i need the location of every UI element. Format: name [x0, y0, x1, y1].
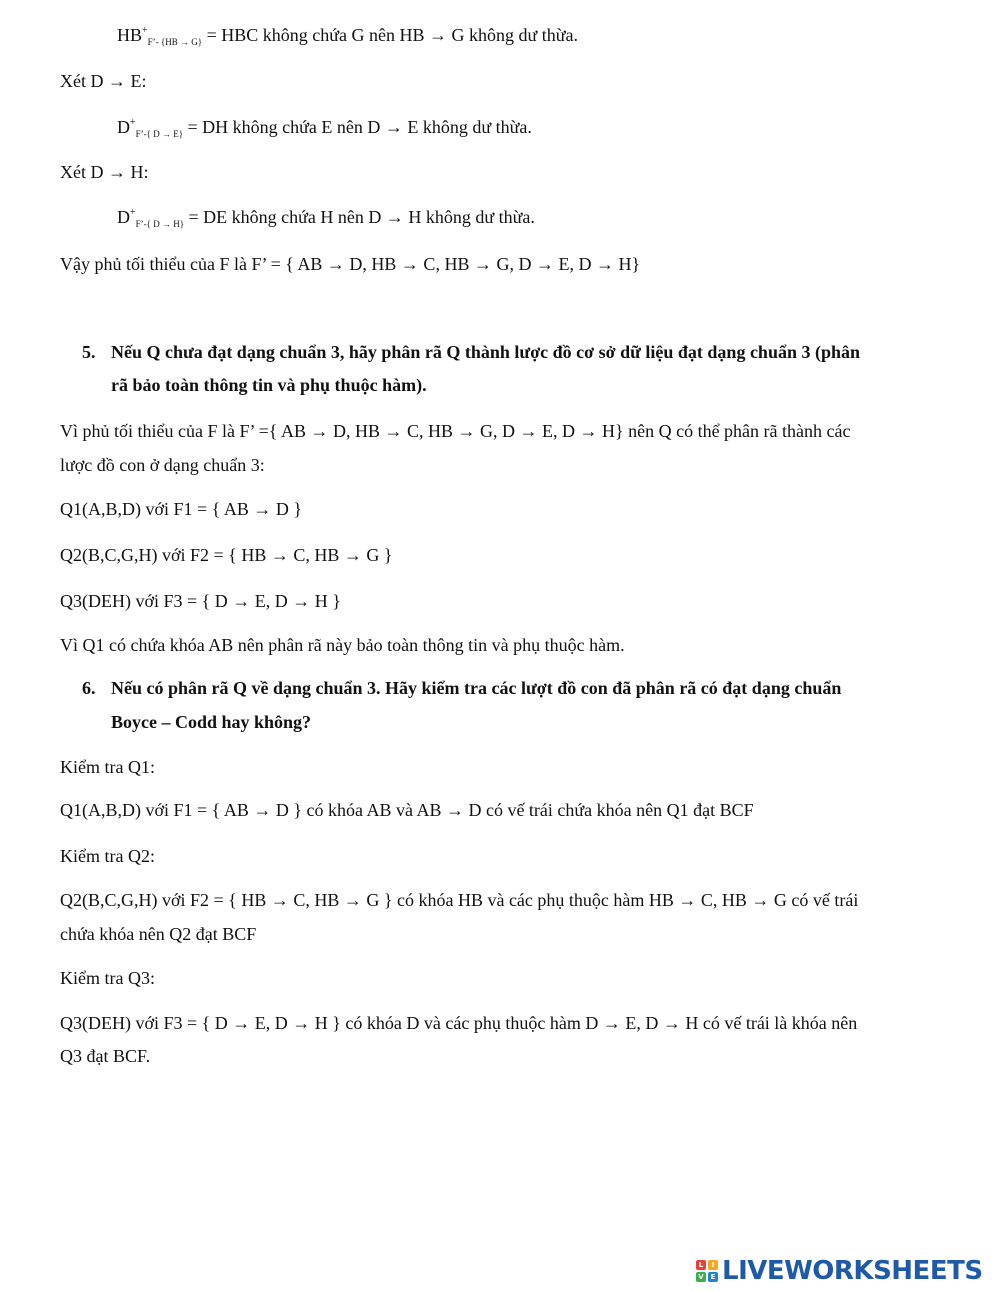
logo-icon-cell-i: I: [708, 1260, 718, 1270]
liveworksheets-logo: [696, 1254, 983, 1288]
question-5-number: 5.: [82, 342, 96, 362]
closure-d-h-attr: D: [117, 207, 130, 227]
closure-d-h-line: [117, 206, 535, 232]
check-q3-heading: Kiểm tra Q3:: [60, 968, 155, 988]
closure-d-e-line: [117, 116, 532, 142]
closure-d-e-result: = DH không chứa E nên D → E không dư thừa.: [183, 117, 532, 137]
schema-q3: Q3(DEH) với F3 = { D → E, D → H }: [60, 591, 341, 611]
check-q1-text: Q1(A,B,D) với F1 = { AB → D } có khóa AB và AB → D có vế trái chứa khóa nên Q1 đạt BCF: [60, 800, 754, 820]
closure-hb-sub: F’- {HB → G}: [147, 37, 203, 47]
closure-d-e-sub: F’-{ D → E}: [135, 129, 184, 139]
minimal-cover-conclusion: Vậy phủ tối thiểu của F là F’ = { AB → D, HB → C, HB → G, D → E, D → H}: [60, 254, 641, 274]
question-5-line1: Nếu Q chưa đạt dạng chuẩn 3, hãy phân rã Q thành lược đồ cơ sở dữ liệu đạt dạng chuẩn 3 (phân: [111, 342, 860, 362]
closure-hb-line: [117, 24, 578, 50]
closure-d-e-attr: D: [117, 117, 130, 137]
logo-icon-cell-e: E: [708, 1272, 718, 1282]
schema-q2: Q2(B,C,G,H) với F2 = { HB → C, HB → G }: [60, 545, 393, 565]
question-6-line1: Nếu có phân rã Q về dạng chuẩn 3. Hãy kiểm tra các lượt đồ con đã phân rã có đạt dạng chuẩn: [111, 678, 842, 698]
answer-5-conclusion: Vì Q1 có chứa khóa AB nên phân rã này bảo toàn thông tin và phụ thuộc hàm.: [60, 635, 625, 655]
answer-5-line2: lược đồ con ở dạng chuẩn 3:: [60, 455, 265, 475]
closure-hb-sup: +: [142, 25, 148, 36]
logo-icon-cell-v: V: [696, 1272, 706, 1282]
closure-hb-result: = HBC không chứa G nên HB → G không dư thừa.: [202, 25, 578, 45]
consider-d-h: Xét D → H:: [60, 162, 149, 182]
logo-icon-cell-l: L: [696, 1260, 706, 1270]
answer-5-line1: Vì phủ tối thiểu của F là F’ ={ AB → D, HB → C, HB → G, D → E, D → H} nên Q có thể phân rã thành các: [60, 421, 851, 441]
closure-hb-attr: HB: [117, 25, 143, 45]
check-q2-heading: Kiểm tra Q2:: [60, 846, 155, 866]
liveworksheets-icon: [696, 1260, 718, 1282]
liveworksheets-wordmark: LIVEWORKSHEETS: [722, 1256, 983, 1286]
check-q2-text-line2: chứa khóa nên Q2 đạt BCF: [60, 924, 257, 944]
check-q3-text-line1: Q3(DEH) với F3 = { D → E, D → H } có khóa D và các phụ thuộc hàm D → E, D → H có vế trái là khóa nên: [60, 1013, 858, 1033]
check-q2-text-line1: Q2(B,C,G,H) với F2 = { HB → C, HB → G } có khóa HB và các phụ thuộc hàm HB → C, HB → G có vế trái: [60, 890, 859, 910]
closure-d-h-sub: F’-{ D → H}: [135, 219, 185, 229]
question-6-number: 6.: [82, 678, 96, 698]
closure-d-e-sup: +: [130, 117, 136, 128]
check-q3-text-line2: Q3 đạt BCF.: [60, 1046, 151, 1066]
question-5-line2: rã bảo toàn thông tin và phụ thuộc hàm).: [111, 375, 427, 395]
question-6-line2: Boyce – Codd hay không?: [111, 712, 312, 732]
schema-q1: Q1(A,B,D) với F1 = { AB → D }: [60, 499, 302, 519]
closure-d-h-result: = DE không chứa H nên D → H không dư thừa.: [184, 207, 535, 227]
consider-d-e: Xét D → E:: [60, 71, 147, 91]
check-q1-heading: Kiểm tra Q1:: [60, 757, 155, 777]
closure-d-h-sup: +: [130, 207, 136, 218]
